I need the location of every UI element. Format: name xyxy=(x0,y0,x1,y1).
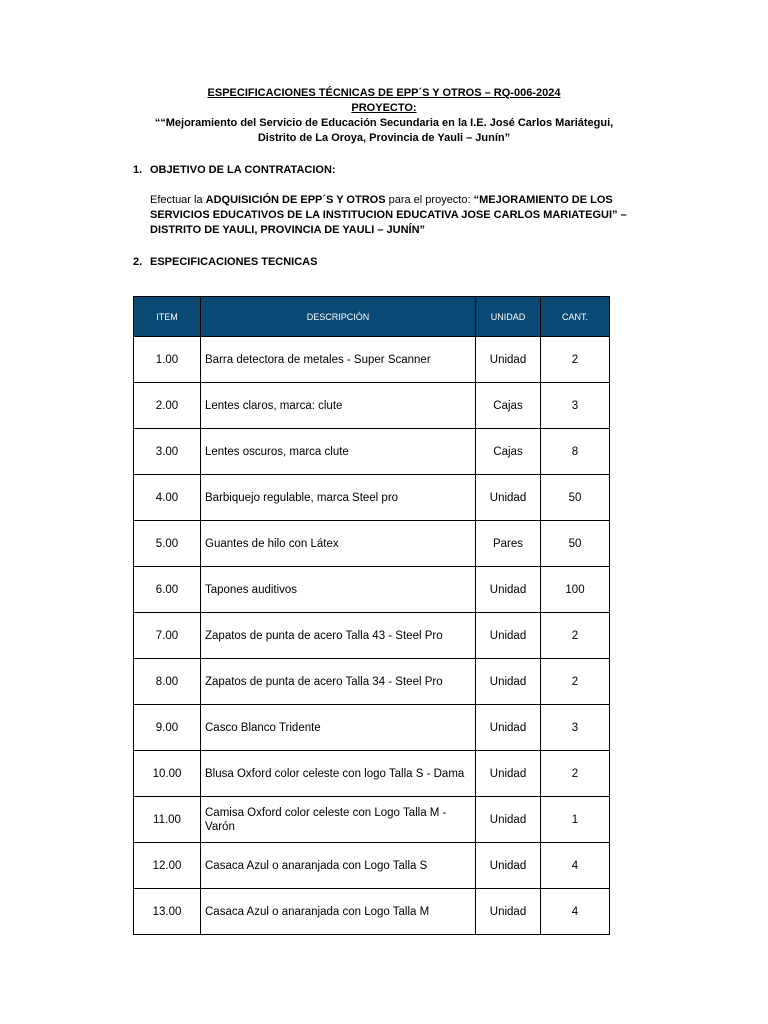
section-2-heading xyxy=(133,256,317,268)
row-description-cell: Camisa Oxford color celeste con Logo Talla M - Varón xyxy=(201,797,476,843)
row-description-cell: Tapones auditivos xyxy=(201,567,476,613)
row-quantity-cell: 2 xyxy=(541,337,610,383)
objective-text-bold-1: ADQUISICIÓN DE EPP´S Y OTROS xyxy=(205,194,386,206)
row-description-cell: Barbiquejo regulable, marca Steel pro xyxy=(201,475,476,521)
objective-paragraph xyxy=(150,193,640,238)
document-title: ESPECIFICACIONES TÉCNICAS DE EPP´S Y OTROS – RQ-006-2024 xyxy=(207,87,561,99)
column-header-quantity: CANT. xyxy=(541,297,610,337)
row-unit-cell: Unidad xyxy=(476,659,541,705)
row-unit-cell: Cajas xyxy=(476,383,541,429)
row-item-cell: 1.00 xyxy=(134,337,201,383)
specifications-table xyxy=(133,296,610,935)
section-2-title: ESPECIFICACIONES TECNICAS xyxy=(150,256,318,268)
section-1-title: OBJETIVO DE LA CONTRATACION: xyxy=(150,164,336,176)
row-unit-cell: Unidad xyxy=(476,889,541,935)
row-quantity-cell: 2 xyxy=(541,751,610,797)
row-unit-cell: Unidad xyxy=(476,705,541,751)
row-item-cell: 5.00 xyxy=(134,521,201,567)
objective-text-pre: Efectuar la xyxy=(150,194,206,206)
row-description-cell: Blusa Oxford color celeste con logo Talla S - Dama xyxy=(201,751,476,797)
row-quantity-cell: 4 xyxy=(541,843,610,889)
row-description-cell: Zapatos de punta de acero Talla 34 - Steel Pro xyxy=(201,659,476,705)
table-body xyxy=(134,337,610,935)
table-row xyxy=(134,797,610,843)
document-header xyxy=(0,86,768,146)
row-quantity-cell: 1 xyxy=(541,797,610,843)
row-item-cell: 4.00 xyxy=(134,475,201,521)
column-header-item: ITEM xyxy=(134,297,201,337)
row-item-cell: 12.00 xyxy=(134,843,201,889)
section-1-number: 1. xyxy=(133,164,143,176)
column-header-unit: UNIDAD xyxy=(476,297,541,337)
row-quantity-cell: 100 xyxy=(541,567,610,613)
row-quantity-cell: 50 xyxy=(541,475,610,521)
row-quantity-cell: 3 xyxy=(541,705,610,751)
table-row xyxy=(134,337,610,383)
row-description-cell: Barra detectora de metales - Super Scanner xyxy=(201,337,476,383)
table-row xyxy=(134,843,610,889)
table-row xyxy=(134,429,610,475)
objective-text-bold-2: “MEJORAMIENTO DE LOS SERVICIOS EDUCATIVOS DE LA INSTITUCION EDUCATIVA JOSE CARLOS MARIATEGUI” – DISTRITO DE YAULI, PROVINCIA DE YAULI – JUNÍN” xyxy=(150,194,627,236)
table-row xyxy=(134,889,610,935)
row-item-cell: 3.00 xyxy=(134,429,201,475)
row-item-cell: 11.00 xyxy=(134,797,201,843)
table-row xyxy=(134,659,610,705)
row-unit-cell: Unidad xyxy=(476,751,541,797)
row-item-cell: 7.00 xyxy=(134,613,201,659)
table-row xyxy=(134,613,610,659)
column-header-description: DESCRIPCIÓN xyxy=(201,297,476,337)
row-unit-cell: Cajas xyxy=(476,429,541,475)
section-2-number: 2. xyxy=(133,256,143,268)
objective-text-mid: para el proyecto: xyxy=(385,194,474,206)
row-quantity-cell: 2 xyxy=(541,613,610,659)
row-item-cell: 9.00 xyxy=(134,705,201,751)
row-quantity-cell: 4 xyxy=(541,889,610,935)
table-row xyxy=(134,751,610,797)
row-description-cell: Casaca Azul o anaranjada con Logo Talla S xyxy=(201,843,476,889)
row-quantity-cell: 2 xyxy=(541,659,610,705)
row-unit-cell: Unidad xyxy=(476,475,541,521)
row-unit-cell: Unidad xyxy=(476,337,541,383)
row-description-cell: Casaca Azul o anaranjada con Logo Talla M xyxy=(201,889,476,935)
row-unit-cell: Unidad xyxy=(476,613,541,659)
table-row xyxy=(134,567,610,613)
row-description-cell: Casco Blanco Tridente xyxy=(201,705,476,751)
row-description-cell: Zapatos de punta de acero Talla 43 - Steel Pro xyxy=(201,613,476,659)
project-name-line-1: ““Mejoramiento del Servicio de Educación Secundaria en la I.E. José Carlos Mariátegui, xyxy=(154,117,614,129)
row-quantity-cell: 3 xyxy=(541,383,610,429)
row-item-cell: 2.00 xyxy=(134,383,201,429)
table-row xyxy=(134,705,610,751)
row-item-cell: 13.00 xyxy=(134,889,201,935)
row-item-cell: 10.00 xyxy=(134,751,201,797)
row-description-cell: Guantes de hilo con Látex xyxy=(201,521,476,567)
row-item-cell: 6.00 xyxy=(134,567,201,613)
row-description-cell: Lentes oscuros, marca clute xyxy=(201,429,476,475)
row-quantity-cell: 50 xyxy=(541,521,610,567)
table-row xyxy=(134,383,610,429)
table-row xyxy=(134,475,610,521)
project-label: PROYECTO: xyxy=(351,102,417,114)
row-unit-cell: Unidad xyxy=(476,843,541,889)
row-unit-cell: Pares xyxy=(476,521,541,567)
row-item-cell: 8.00 xyxy=(134,659,201,705)
table-header-row xyxy=(134,297,610,337)
section-1-heading xyxy=(133,164,336,176)
row-quantity-cell: 8 xyxy=(541,429,610,475)
row-description-cell: Lentes claros, marca: clute xyxy=(201,383,476,429)
row-unit-cell: Unidad xyxy=(476,567,541,613)
project-name-line-2: Distrito de La Oroya, Provincia de Yauli – Junín” xyxy=(257,132,511,144)
table-row xyxy=(134,521,610,567)
row-unit-cell: Unidad xyxy=(476,797,541,843)
